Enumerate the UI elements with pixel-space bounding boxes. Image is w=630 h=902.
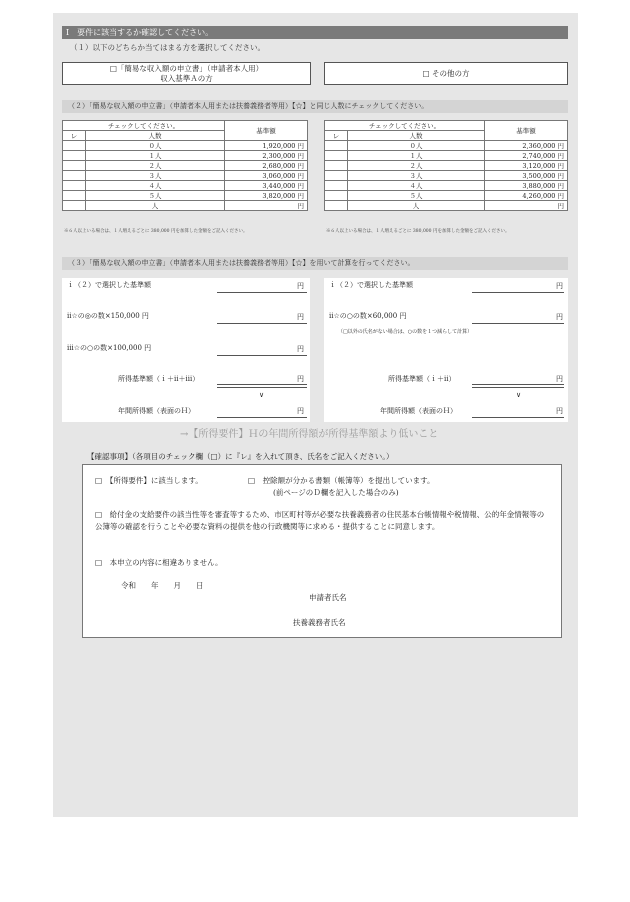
right-input-annual[interactable] [472,417,564,418]
left-threshold-table [62,120,308,211]
table-row [63,161,308,171]
base-amount: 2,300,000 円 [225,151,308,161]
income-requirement-conclusion: →【所得要件】Ｈの年間所得額が所得基準額より低いこと [180,429,439,440]
date-field[interactable]: 令和 年 月 日 [121,581,204,590]
row-checkbox[interactable] [63,161,86,171]
row-checkbox[interactable] [325,151,348,161]
table-row [63,141,308,151]
note-right: ※６人以上いる場合は、１人増えるごとに 380,000 円を加算した金額をご記入ください。 [326,229,510,234]
header-mark: レ [63,131,86,141]
base-amount: 3,060,000 円 [225,171,308,181]
greater-than-sign: ∨ [516,391,522,399]
confirm-truth-checkbox[interactable]: □ 本申立の内容に相違ありません。 [95,558,223,567]
yen-unit: 円 [297,375,304,383]
row-checkbox[interactable] [325,191,348,201]
row-checkbox[interactable] [63,171,86,181]
greater-than-sign: ∨ [259,391,265,399]
base-amount: 4,260,000 円 [485,191,568,201]
people-count: ４人 [86,181,225,191]
header-people: 人数 [348,131,485,141]
option-a-line1: □「簡易な収入額の申立書」（申請者本人用） [109,63,264,73]
row-checkbox[interactable] [63,141,86,151]
people-count: １人 [86,151,225,161]
people-count: ２人 [86,161,225,171]
base-amount: 3,440,000 円 [225,181,308,191]
base-amount: 2,360,000 円 [485,141,568,151]
applicant-name-label: 申請者氏名 [309,593,347,602]
row-checkbox[interactable] [63,151,86,161]
header-amount: 基準額 [485,121,568,141]
table-row [325,191,568,201]
row-checkbox[interactable] [325,181,348,191]
question-1-label: （１）以下のどちらか当てはまる方を選択してください。 [70,43,265,52]
header-check: チェックしてください。 [325,121,485,131]
table-row [63,181,308,191]
header-amount: 基準額 [225,121,308,141]
left-line-annual: 年間所得額（表面のＨ） [118,407,195,415]
left-input-i[interactable] [217,292,307,293]
table-row [63,201,308,211]
yen-unit: 円 [297,407,304,415]
right-input-i[interactable] [472,292,564,293]
people-count: 人 [86,201,225,211]
confirm-income-checkbox[interactable]: □ 【所得要件】に該当します。 [95,476,203,485]
right-line-ii-note: （□以外の氏名がない場合は、○の数を１つ減らして計算） [338,329,473,335]
left-input-annual[interactable] [217,417,307,418]
right-line-i: ｉ（２）で選択した基準額 [329,281,413,289]
table-row [325,141,568,151]
confirm-deduction-note: (前ページのＤ欄を記入した場合のみ) [273,488,399,497]
base-amount: 3,820,000 円 [225,191,308,201]
yen-unit: 円 [556,375,563,383]
table-row [63,191,308,201]
people-count: ２人 [348,161,485,171]
left-input-ii[interactable] [217,323,307,324]
header-check: チェックしてください。 [63,121,225,131]
row-checkbox[interactable] [63,191,86,201]
people-count: 人 [348,201,485,211]
row-checkbox[interactable] [325,161,348,171]
left-input-iii[interactable] [217,355,307,356]
option-a-line2: 収入基準Ａの方 [160,73,213,83]
yen-unit: 円 [297,282,304,290]
base-amount: 2,680,000 円 [225,161,308,171]
yen-unit: 円 [556,407,563,415]
table-row [325,161,568,171]
section-2-title: （２）「簡易な収入額の申立書」（申請者本人用または扶養義務者等用）【☆】と同じ人数にチェックしてください。 [62,100,568,113]
people-count: ０人 [86,141,225,151]
right-input-sum[interactable] [472,384,564,388]
confirm-heading: 【確認事項】（各項目のチェック欄（□）に『レ』を入れて頂き、氏名をご記入ください。） [87,452,394,461]
base-amount: 円 [225,201,308,211]
right-input-ii[interactable] [472,323,564,324]
people-count: ０人 [348,141,485,151]
people-count: ３人 [348,171,485,181]
row-checkbox[interactable] [63,181,86,191]
right-threshold-table [324,120,568,211]
table-row [325,181,568,191]
people-count: ３人 [86,171,225,181]
left-line-iii: ⅲ☆の○の数×100,000 円 [67,344,152,352]
row-checkbox[interactable] [325,201,348,211]
people-count: ５人 [86,191,225,201]
section-3-title: （３）「簡易な収入額の申立書」（申請者本人用または扶養義務者等用）【☆】を用いて計算を行ってください。 [62,257,568,270]
table-row [325,151,568,161]
section-1-title: Ⅰ 要件に該当するか確認してください。 [62,26,568,39]
row-checkbox[interactable] [325,141,348,151]
base-amount: 1,920,000 円 [225,141,308,151]
people-count: ５人 [348,191,485,201]
right-line-sum: 所得基準額（ｉ＋ⅱ） [388,375,456,383]
left-line-ii: ⅱ☆の◎の数×150,000 円 [67,312,149,320]
confirm-box [82,464,562,638]
table-row [325,201,568,211]
row-checkbox[interactable] [325,171,348,181]
confirm-deduction-checkbox[interactable]: □ 控除額が分かる書類（帳簿等）を提出しています。 [248,476,435,485]
header-people: 人数 [86,131,225,141]
base-amount: 円 [485,201,568,211]
people-count: ４人 [348,181,485,191]
option-b-checkbox[interactable] [324,62,568,85]
yen-unit: 円 [556,282,563,290]
row-checkbox[interactable] [63,201,86,211]
yen-unit: 円 [297,313,304,321]
yen-unit: 円 [297,345,304,353]
supporter-name-label: 扶養義務者氏名 [293,618,346,627]
left-line-i: ｉ（２）で選択した基準額 [67,281,151,289]
people-count: １人 [348,151,485,161]
table-row [325,171,568,181]
base-amount: 3,880,000 円 [485,181,568,191]
base-amount: 2,740,000 円 [485,151,568,161]
table-row [63,151,308,161]
left-line-sum: 所得基準額（ｉ＋ⅱ＋ⅲ） [118,375,200,383]
base-amount: 3,500,000 円 [485,171,568,181]
right-line-ii: ⅱ☆の○の数×60,000 円 [329,312,407,320]
left-input-sum[interactable] [217,384,307,388]
right-line-annual: 年間所得額（表面のＨ） [380,407,457,415]
option-b-label: □ その他の方 [422,68,470,78]
right-calc-box [324,278,568,422]
option-a-checkbox[interactable] [62,62,311,85]
left-calc-box [62,278,310,422]
table-row [63,171,308,181]
confirm-consent-checkbox[interactable]: □ 給付金の支給要件の該当性等を審査等するため、市区町村等が必要な扶養義務者の住民基本台帳情報や税情報、公的年金情報等の公簿等の確認を行うことや必要な資料の提供を他の行政機関等に求める・提供することに同意します。 [95,510,545,531]
header-mark: レ [325,131,348,141]
yen-unit: 円 [556,313,563,321]
base-amount: 3,120,000 円 [485,161,568,171]
note-left: ※６人以上いる場合は、１人増えるごとに 380,000 円を加算した金額をご記入ください。 [64,229,248,234]
